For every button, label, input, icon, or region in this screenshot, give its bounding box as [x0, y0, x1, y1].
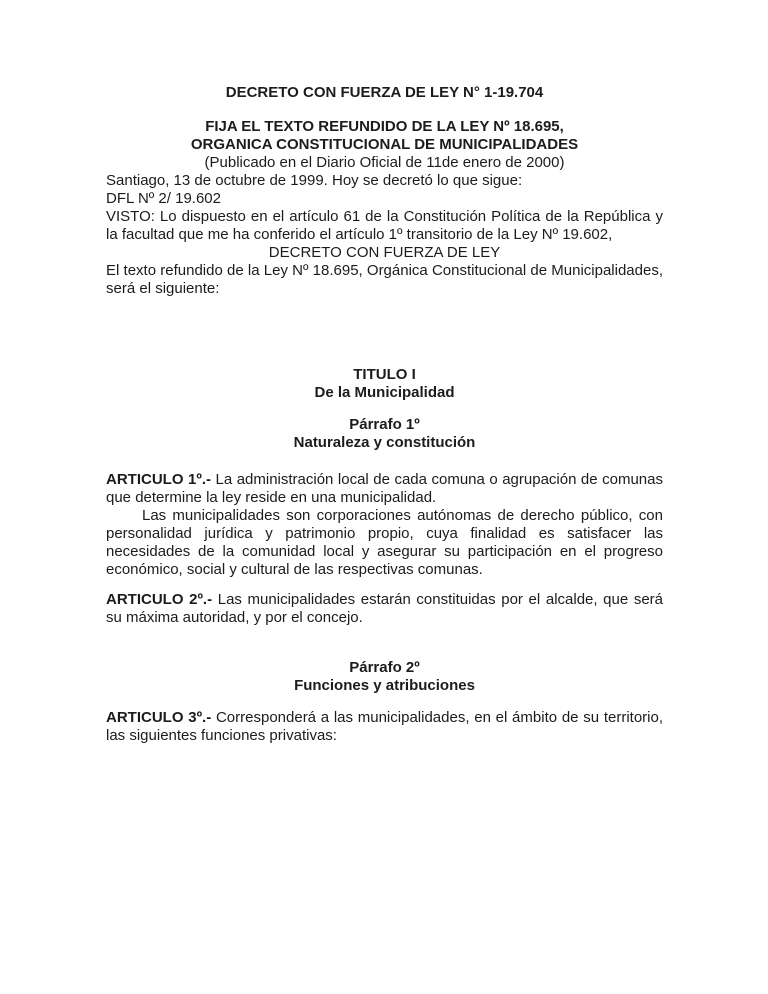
- decree-heading: DECRETO CON FUERZA DE LEY: [268, 244, 501, 261]
- article-1: [106, 471, 663, 579]
- paragraph-2-name: Funciones y atribuciones: [294, 677, 475, 694]
- article-3-paragraph: [106, 709, 663, 745]
- article-2-label: ARTICULO 2º.-: [106, 591, 213, 608]
- paragraph-2-heading: Párrafo 2º: [349, 659, 420, 676]
- title-1-name: De la Municipalidad: [314, 384, 455, 401]
- date-line: Santiago, 13 de octubre de 1999. Hoy se decretó lo que sigue:: [106, 172, 523, 189]
- doc-subtitle: [106, 118, 663, 154]
- article-2-paragraph: [106, 591, 663, 627]
- paragraph-1-block: [106, 416, 663, 452]
- paragraph-2-block: [106, 659, 663, 695]
- paragraph-1-name: Naturaleza y constitución: [293, 434, 476, 451]
- article-2: [106, 591, 663, 627]
- doc-subtitle-line1: FIJA EL TEXTO REFUNDIDO DE LA LEY Nº 18.695,: [205, 118, 564, 135]
- paragraph-1-heading: Párrafo 1º: [349, 416, 420, 433]
- article-1-paragraph: [106, 471, 663, 507]
- article-1-text: La administración local de cada comuna o agrupación de comunas que determine la ley reside en una municipalidad.: [106, 471, 663, 506]
- title-1-block: [106, 366, 663, 402]
- doc-title: DECRETO CON FUERZA DE LEY N° 1-19.704: [225, 84, 544, 101]
- article-1-label: ARTICULO 1º.-: [106, 471, 211, 488]
- doc-subtitle-line2: ORGANICA CONSTITUCIONAL DE MUNICIPALIDADES: [190, 136, 579, 153]
- article-1-continuation: Las municipalidades son corporaciones autónomas de derecho público, con personalidad jurídica y patrimonio propio, cuya finalidad es satisfacer las necesidades de la comunidad local y asegurar su participación en el progreso económico, social y cultural de las respectivas comunas.: [106, 507, 663, 578]
- article-2-text: Las municipalidades estarán constituidas por el alcalde, que será su máxima autoridad, y por el concejo.: [106, 591, 664, 626]
- article-3: [106, 709, 663, 745]
- visto-paragraph: VISTO: Lo dispuesto en el artículo 61 de la Constitución Política de la República y la facultad que me ha conferido el artículo 1º transitorio de la Ley Nº 19.602,: [106, 208, 663, 243]
- dfl-number: DFL Nº 2/ 19.602: [106, 190, 221, 207]
- intro-paragraph: El texto refundido de la Ley Nº 18.695, Orgánica Constitucional de Municipalidades, será el siguiente:: [106, 262, 663, 297]
- published-line: (Publicado en el Diario Oficial de 11de enero de 2000): [204, 154, 565, 171]
- title-1-heading: TITULO I: [353, 366, 416, 383]
- article-3-label: ARTICULO 3º.-: [106, 709, 212, 726]
- article-3-text: Corresponderá a las municipalidades, en el ámbito de su territorio, las siguientes funciones privativas:: [106, 709, 663, 744]
